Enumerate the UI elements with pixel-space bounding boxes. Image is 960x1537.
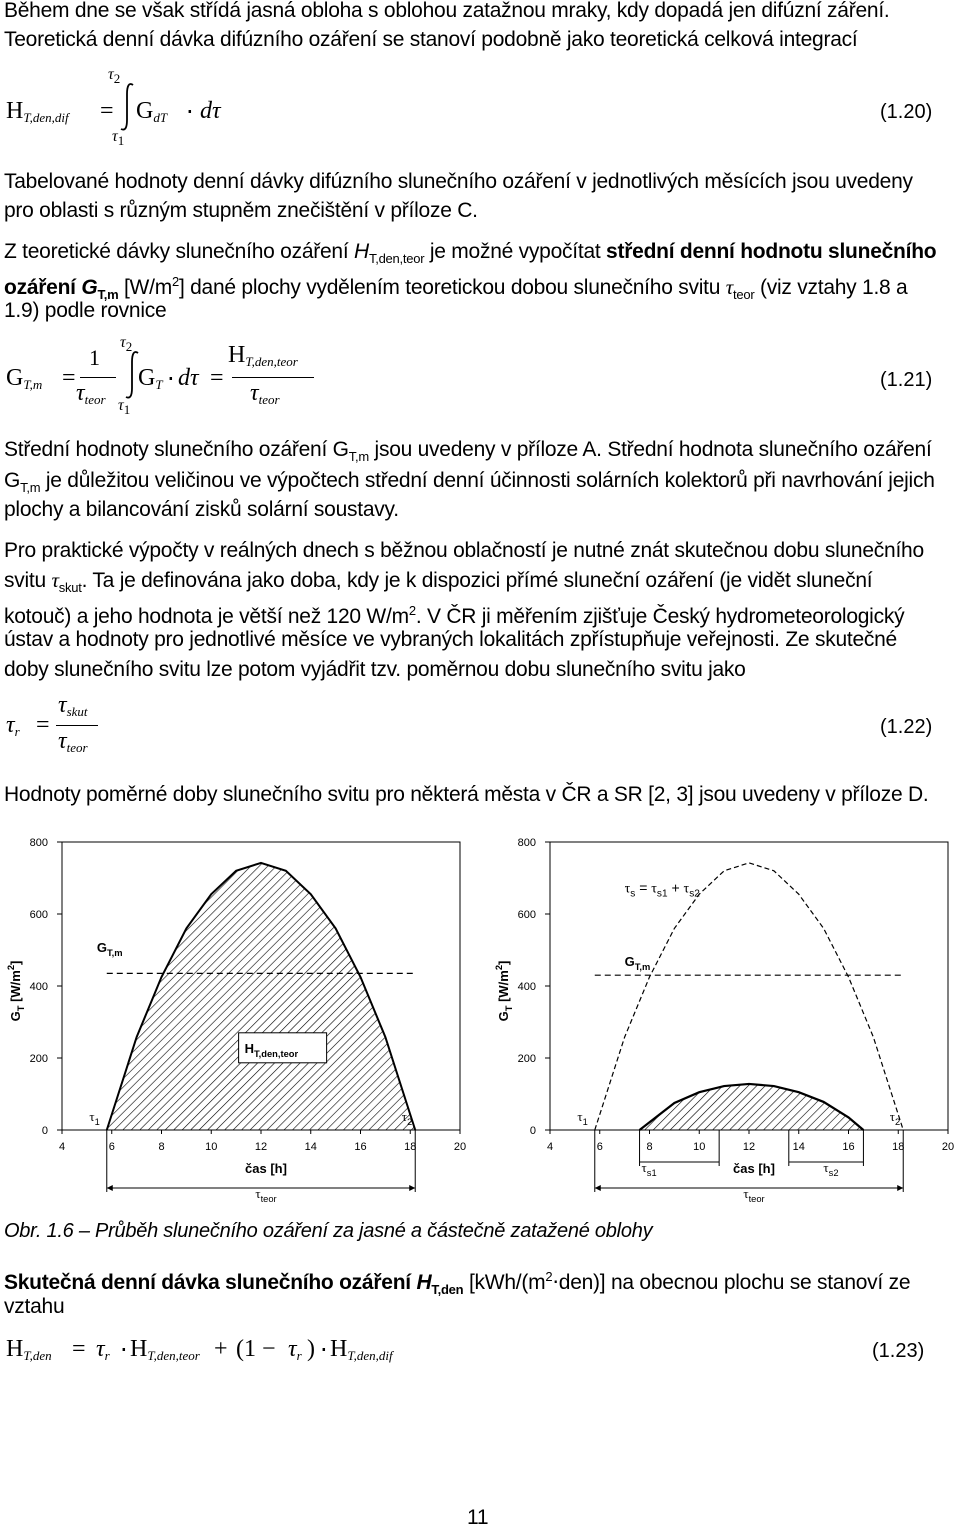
paragraph-line: Hodnoty poměrné doby slunečního svitu pro některá města v ČR a SR [2, 3] jsou uvedeny v příloze D. [4, 783, 929, 806]
figure-caption: Obr. 1.6 – Průběh slunečního ozáření za jasné a částečně zatažené oblohy [4, 1220, 653, 1242]
eq-plus: + [214, 1336, 228, 1362]
x-tick-label: 8 [158, 1141, 165, 1153]
paragraph-line: Během dne se však střídá jasná obloha s oblohou zatažnou mraky, kdy dopadá jen difúzní záření. [4, 0, 890, 22]
eq-numerator: H [228, 342, 246, 368]
tau-s2-label: $\tau_{s2}$ [823, 1160, 839, 1178]
eq-equals: = [210, 365, 224, 391]
x-axis-label: čas [h] [245, 1161, 287, 1176]
eq-symbol: τ [6, 712, 15, 738]
x-axis-label: čas [h] [733, 1161, 775, 1176]
x-tick-label: 6 [108, 1141, 115, 1153]
eq-subscript: T,den,dif [23, 110, 69, 125]
x-axis-tau-label: $\tau_{teor}$ [255, 1186, 277, 1204]
x-tick-label: 4 [546, 1141, 554, 1153]
eq-subscript: teor [84, 392, 106, 407]
y-tick-label: 800 [29, 837, 48, 849]
eq-equals: = [100, 98, 114, 124]
x-tick-label: 8 [646, 1141, 653, 1153]
document-page: Během dne se však střídá jasná obloha s oblohou zatažnou mraky, kdy dopadá jen difúzní záření. Teoretická denní dávka difúzního ozáření se stanoví podobně jako teoretická celková integrací $H_{T,den,dif}$ = $\tau_2$ $\tau_1$ $G_{dT}$ ⋅ dτ (1.20) Tabelované hodnoty denní dávky difúzního slunečního ozáření v jednotlivých měsících jsou uvedeny pro oblasti s různým stupněm znečištění v příloze C. Z teoretické dávky slunečního ozáření $H_{T,den,teor}$ je možné vypočítat střední denní hodnotu slunečního ozáření $G_{T,m}$ $[W/m^2]$ dané plochy vydělením teoretickou dobou slunečního svitu $\tau_{teor}$ (viz vztahy 1.8 a 1.9) podle rovnice $G_{T,m}$ = 1 $\tau_{teor}$ $\tau_2$ $\tau_1$ $G_T$ ⋅ dτ = $H_{T,den,teor}$ $\tau_{teor}$ (1.21) Střední hodnoty slunečního ozáření $G_{T,m}$ jsou uvedeny v příloze A. Střední hodnota slunečního ozáření $G_{T,m}$ je důležitou veličinou ve výpočtech střední denní účinnosti solárních kolektorů při navrhování jejich plochy a bilancování zisků solární soustavy. Pro praktické výpočty v reálných dnech s běžnou oblačností je nutné znát skutečnou dobu slunečního svitu $\tau_{skut}$. Ta je definována jako doba, kdy je k dispozici přímé sluneční ozáření (je vidět sluneční kotouč) a jeho hodnota je větší než 120 $W/m^2$. V ČR ji měřením zjišťuje Český hydrometeorologický ústav a hodnoty pro jednotlivé měsíce ve vybraných lokalitách zpřístupňuje veřejnosti. Ze skutečné doby slunečního svitu lze potom vyjádřit tzv. poměrnou dobu slunečního svitu jako $\tau_r$ = $\tau_{skut}$ $\tau_{teor}$ (1.22) Hodnoty poměrné doby slunečního svitu pro některá města v ČR a SR [2, 3] jsou uvedeny v příloze D. 800 600 400 200 0 4 6 8 10 12 14 16 18 20 $G_T$ $[W/m^2]$ čas [h] $\tau_{teor}$ $\tau_1$ $\tau_2$ $G_{T,m}$ $H_{T,den,teor}$ 800 600 400 200 0 4 6 8 10 12 14 16 18 20 $G_T$ $[W/m^2]$ čas [h] $\tau_{teor}$ $\tau_1$ $\tau_2$ $G_{T,m}$ $\tau_s = \tau_{s1} + \tau_{s2}$ $\tau_{s1}$ $\tau_{s2}$ Obr. 1.6 – Průběh slunečního ozáření za jasné a částečně zatažené oblohy Skutečná denní dávka slunečního ozáření $H_{T,den}$ $[kWh/(m^2\cdot den)]$ na obecnou plochu se stanoví ze vztahu $H_{T,den}$ = $\tau_r$ ⋅ $H_{T,den,teor}$ + (1 − $\tau_r$ ) ⋅ $H_{T,den,dif}$ (1.23) 11 [0, 0, 960, 1537]
equation-number: (1.22) [880, 716, 933, 738]
paragraph-line: 1.9) podle rovnice [4, 299, 167, 322]
eq-symbol: G [6, 365, 24, 391]
eq-dot: ⋅ [120, 1338, 128, 1364]
eq-denominator: τ [58, 728, 67, 754]
x-tick-label: 14 [792, 1141, 805, 1153]
paragraph-line: Tabelované hodnoty denní dávky difúzního slunečního ozáření v jednotlivých měsících jsou uvedeny [4, 170, 913, 193]
paragraph-line: Z teoretické dávky slunečního ozáření $H_{T,den,teor}$ je možné vypočítat střední denní hodnotu slunečního [4, 240, 937, 266]
eq-dot: ⋅ [167, 367, 175, 393]
x-tick-label: 20 [941, 1141, 955, 1153]
tau1-label: $\tau_1$ [577, 1109, 588, 1127]
eq-lower-limit: τ [118, 397, 124, 414]
eq-subscript: 2 [113, 71, 121, 86]
x-tick-label: 12 [254, 1141, 268, 1153]
tau2-label: $\tau_2$ [889, 1109, 901, 1127]
paragraph-line: svitu $\tau_{skut}$. Ta je definována jako doba, kdy je k dispozici přímé sluneční ozáření (je vidět sluneční [4, 568, 873, 595]
paragraph-line: ústav a hodnoty pro jednotlivé měsíce ve vybraných lokalitách zpřístupňuje veřejnosti. Ze skutečné [4, 628, 897, 651]
tau2-label: $\tau_2$ [401, 1109, 413, 1127]
tau1-label: $\tau_1$ [89, 1109, 100, 1127]
x-tick-label: 6 [596, 1141, 603, 1153]
x-tick-label: 4 [58, 1141, 66, 1153]
fraction-bar [232, 377, 314, 378]
y-tick-label: 0 [41, 1125, 48, 1137]
x-tick-label: 14 [304, 1141, 317, 1153]
eq-denominator: τ [76, 380, 85, 406]
eq-numerator: τ [58, 692, 67, 718]
eq-equals: = [72, 1336, 86, 1362]
eq-subscript: dT [153, 110, 168, 125]
paragraph-line: doby slunečního svitu lze potom vyjádřit tzv. poměrnou dobu slunečního svitu jako [4, 658, 746, 681]
eq-dot: ⋅ [320, 1338, 328, 1364]
eq-numerator: 1 [89, 345, 100, 370]
eq-dtau: dτ [178, 365, 199, 391]
y-tick-label: 0 [529, 1125, 536, 1137]
paragraph-line: ozáření $G_{T,m}$ $[W/m^2]$ dané plochy vydělením teoretickou dobou slunečního svitu $\tau_{teor}$ (viz vztahy 1.8 a [4, 274, 908, 302]
paragraph-line: $G_{T,m}$ je důležitou veličinou ve výpočtech střední denní účinnosti solárních kolektorů při navrhování jejich [4, 469, 935, 495]
y-tick-label: 200 [29, 1053, 48, 1065]
y-tick-label: 200 [517, 1053, 536, 1065]
y-tick-label: 400 [29, 981, 48, 993]
x-axis-tau-label: $\tau_{teor}$ [743, 1186, 765, 1204]
paragraph-line: vztahu [4, 1295, 65, 1318]
paragraph-line: plochy a bilancování zisků solární soustavy. [4, 498, 399, 521]
area-label: $H_{T,den,teor}$ [244, 1040, 299, 1059]
eq-upper-limit: τ [120, 334, 126, 351]
formula-label: $\tau_s = \tau_{s1} + \tau_{s2}$ [624, 879, 700, 900]
chart-partly-cloudy [488, 828, 958, 1208]
x-tick-label: 20 [453, 1141, 467, 1153]
equation-number: (1.20) [880, 101, 933, 123]
eq-symbol: G [136, 98, 154, 124]
x-tick-label: 10 [205, 1141, 218, 1153]
eq-dtau: dτ [200, 98, 221, 124]
equation-number: (1.23) [872, 1340, 925, 1362]
tau-s1-label: $\tau_{s1}$ [641, 1160, 657, 1178]
fraction-bar [80, 377, 116, 378]
y-tick-label: 600 [517, 909, 536, 921]
eq-subscript: T,m [23, 377, 43, 392]
eq-upper-limit: τ [108, 66, 114, 83]
y-tick-label: 600 [29, 909, 48, 921]
paragraph-line: kotouč) a jeho hodnota je větší než 120 $W/m^2$. V ČR ji měřením zjišťuje Český hydrometeorologický [4, 603, 905, 628]
page-number: 11 [467, 1506, 489, 1529]
series-label: $G_{T,m}$ [624, 954, 651, 973]
y-tick-label: 400 [517, 981, 536, 993]
paragraph-line: pro oblasti s různým stupněm znečištění v příloze C. [4, 199, 478, 222]
equation-number: (1.21) [880, 369, 933, 391]
paragraph-line: Teoretická denní dávka difúzního ozáření se stanoví podobně jako teoretická celková integrací [4, 28, 858, 51]
eq-symbol: H [6, 1336, 24, 1362]
paragraph-line: Skutečná denní dávka slunečního ozáření $H_{T,den}$ $[kWh/(m^2\cdot den)]$ na obecnou plochu se stanoví ze [4, 1269, 911, 1297]
eq-denominator: τ [250, 380, 259, 406]
eq-equals: = [36, 712, 50, 738]
x-tick-label: 10 [693, 1141, 706, 1153]
y-axis-label: $G_T$ $[W/m^2]$ [494, 960, 514, 1022]
fraction-bar [56, 725, 98, 726]
eq-symbol: H [6, 98, 24, 124]
x-tick-label: 18 [404, 1141, 417, 1153]
paragraph-line: Střední hodnoty slunečního ozáření $G_{T,m}$ jsou uvedeny v příloze A. Střední hodnota slunečního ozáření [4, 438, 932, 464]
series-label: $G_{T,m}$ [96, 939, 123, 958]
eq-equals: = [62, 365, 76, 391]
y-axis-label: $G_T$ $[W/m^2]$ [6, 960, 26, 1022]
x-tick-label: 16 [354, 1141, 367, 1153]
eq-subscript: 1 [117, 133, 125, 148]
eq-dot: ⋅ [186, 100, 194, 126]
y-tick-label: 800 [517, 837, 536, 849]
x-tick-label: 12 [742, 1141, 756, 1153]
chart-clear-sky [0, 828, 470, 1208]
eq-lower-limit: τ [112, 128, 118, 145]
x-tick-label: 18 [892, 1141, 905, 1153]
paragraph-line: Pro praktické výpočty v reálných dnech s běžnou oblačností je nutné znát skutečnou dobu slunečního [4, 539, 924, 562]
eq-symbol: G [138, 365, 156, 391]
x-tick-label: 16 [842, 1141, 855, 1153]
